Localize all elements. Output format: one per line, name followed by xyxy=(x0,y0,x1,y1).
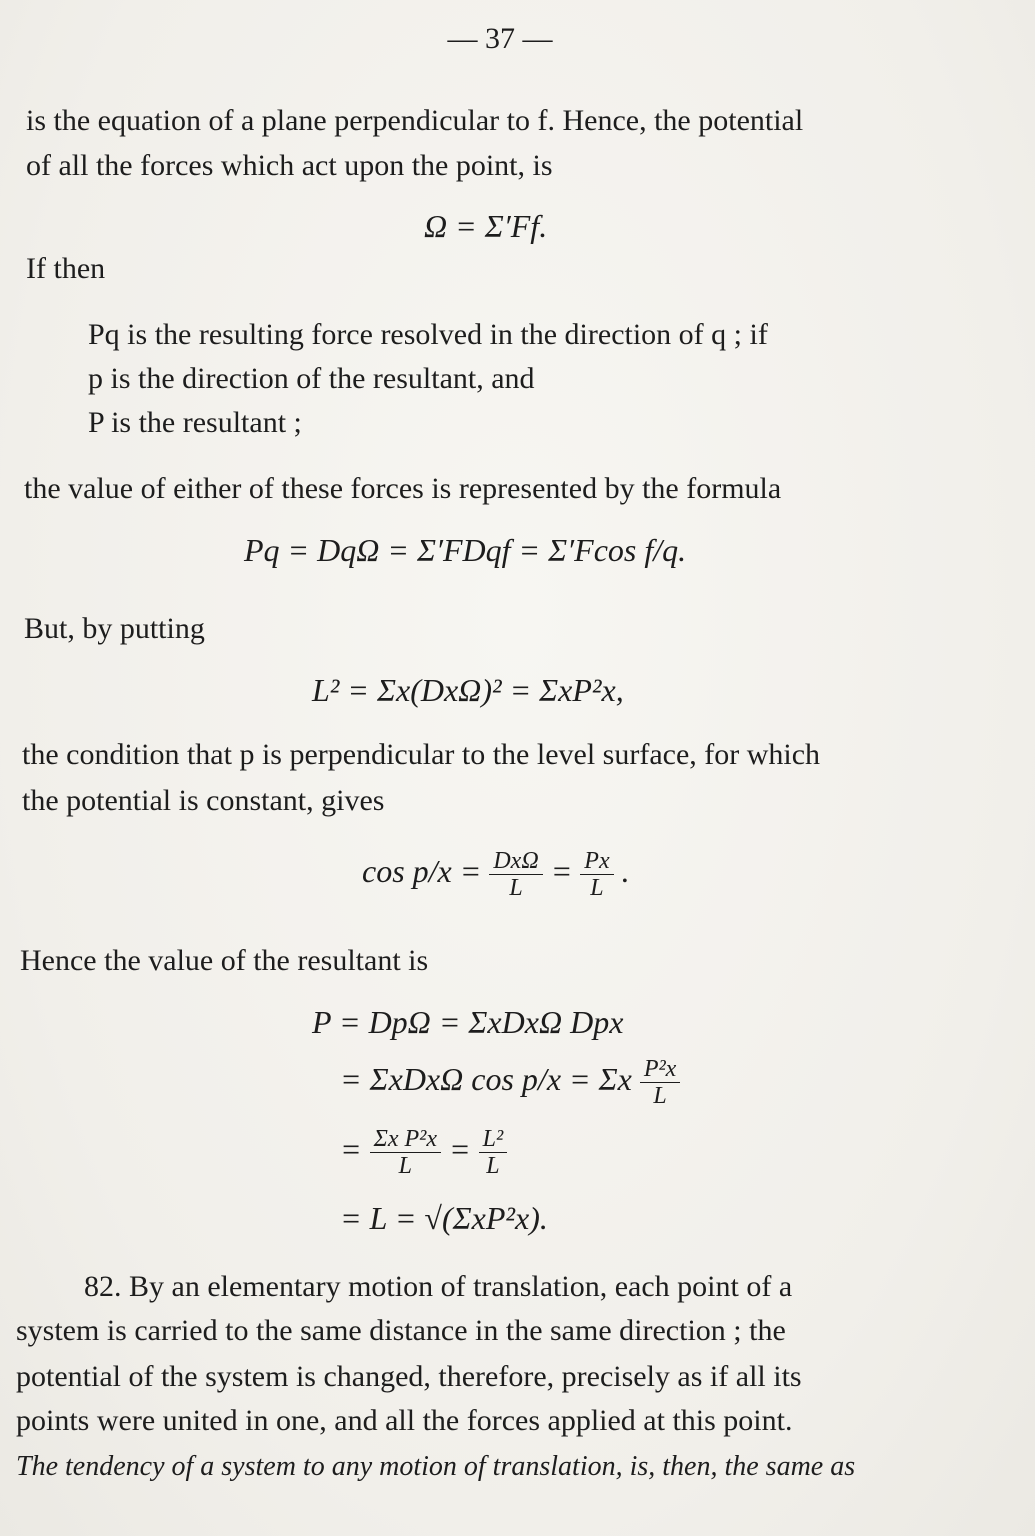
para2-line: the value of either of these forces is represented by the formula xyxy=(24,472,782,505)
eq4-mid-fraction: $\frac{\text{DxΩ}}{L}$ xyxy=(489,848,542,901)
eq5-line4: = L = √(ΣxP²x). xyxy=(340,1200,548,1236)
equation-potential: Ω = Σ′Ff. xyxy=(424,208,548,244)
eq5-line3-fraction2: $\frac{\text{L²}}{L}$ xyxy=(479,1126,508,1179)
para4-line: Hence the value of the resultant is xyxy=(20,944,429,977)
para5-line1: 82. By an elementary motion of translation, each point of a xyxy=(84,1270,793,1303)
eq4-lhs: cos p/x xyxy=(362,852,452,889)
eq5-line2-fraction: $\frac{\text{P²x}}{L}$ xyxy=(640,1056,681,1109)
but-putting-text: But, by putting xyxy=(24,612,205,645)
page-number: — 37 — xyxy=(447,22,553,55)
para5-line3: potential of the system is changed, therefore, precisely as if all its xyxy=(16,1360,802,1393)
eq5-line2: = ΣxDxΩ cos p/x = Σx $\frac{\text{P²x}}{L}$ xyxy=(340,1056,680,1109)
equation-cos: cos p/x = $\frac{\text{DxΩ}}{L}$ = $\frac{Px}{L}$ . xyxy=(362,848,630,901)
eq5-line3: = $\frac{\text{Σx P²x}}{L}$ = $\frac{\text{L²}}{L}$ xyxy=(340,1126,507,1179)
para3-line2: the potential is constant, gives xyxy=(22,784,385,817)
para5-line2: system is carried to the same distance in the same direction ; the xyxy=(16,1314,786,1347)
para5-line4: points were united in one, and all the forces applied at this point. xyxy=(16,1404,793,1437)
definition-line3: P is the resultant ; xyxy=(88,406,302,439)
para1-line1: is the equation of a plane perpendicular to f. Hence, the potential xyxy=(26,104,804,137)
eq5-line3-fraction1: $\frac{\text{Σx P²x}}{L}$ xyxy=(370,1126,441,1179)
equation-formula: Pq = DqΩ = Σ′FDqf = Σ′Fcos f/q. xyxy=(244,532,687,568)
para5-line5: The tendency of a system to any motion of translation, is, then, the same as xyxy=(16,1451,856,1482)
definition-line1: Pq is the resulting force resolved in the direction of q ; if xyxy=(88,318,768,351)
eq5-line1: P = DpΩ = ΣxDxΩ Dpx xyxy=(312,1004,624,1040)
definition-line2: p is the direction of the resultant, and xyxy=(88,362,535,395)
eq4-rhs-fraction: $\frac{Px}{L}$ xyxy=(580,848,613,901)
para1-line2: of all the forces which act upon the point, is xyxy=(26,149,553,182)
para3-line1: the condition that p is perpendicular to the level surface, for which xyxy=(22,738,821,771)
equation-L-squared: L² = Σx(DxΩ)² = ΣxP²x, xyxy=(312,672,624,708)
if-then-text: If then xyxy=(26,252,106,285)
